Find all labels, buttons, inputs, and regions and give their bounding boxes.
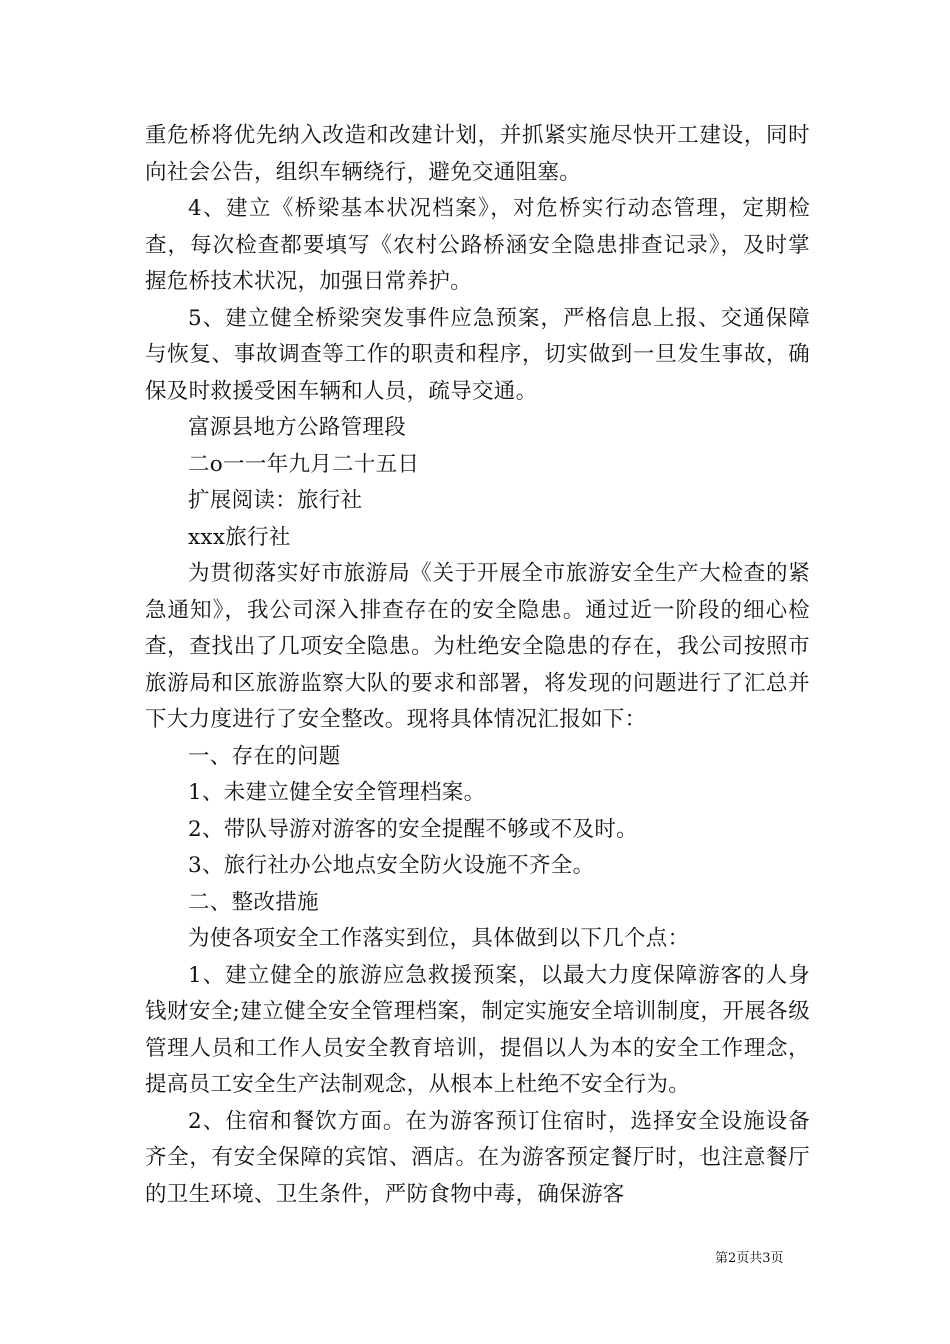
section-heading: 一、存在的问题 — [188, 743, 341, 769]
section-title: xxx旅行社 — [188, 524, 291, 550]
section-heading: 二、整改措施 — [188, 889, 319, 915]
organization-signature: 富源县地方公路管理段 — [188, 415, 407, 440]
list-item: 1、建立健全的旅游应急救援预案，以最大力度保障游客的人身钱财安全;建立健全安全管理档案，制定实施安全培训制度，开展各级管理人员和工作人员安全教育培训，提倡以人为本的安全工作理念，提高员工安全生产法制观念，从根本上杜绝不安全行为。 — [145, 962, 810, 1097]
list-item: 3、旅行社办公地点安全防火设施不齐全。 — [188, 853, 595, 878]
paragraph: 重危桥将优先纳入改造和改建计划，并抓紧实施尽快开工建设，同时向社会公告，组织车辆绕行，避免交通阻塞。 — [145, 123, 810, 185]
signature-date: 二o一一年九月二十五日 — [188, 451, 420, 477]
document-body — [145, 118, 810, 1213]
paragraph: 4、建立《桥梁基本状况档案》，对危桥实行动态管理，定期检查，每次检查都要填写《农村公路桥涵安全隐患排查记录》，及时掌握危桥技术状况，加强日常养护。 — [145, 196, 810, 294]
page-number-footer: 第2页共3页 — [715, 1251, 784, 1266]
list-item: 1、未建立健全安全管理档案。 — [188, 780, 486, 805]
extended-reading-heading: 扩展阅读：旅行社 — [188, 488, 363, 513]
list-item: 2、带队导游对游客的安全提醒不够或不及时。 — [188, 816, 638, 842]
paragraph: 5、建立健全桥梁突发事件应急预案，严格信息上报、交通保障与恢复、事故调查等工作的职责和程序，切实做到一旦发生事故，确保及时救援受困车辆和人员，疏导交通。 — [145, 305, 810, 404]
paragraph: 为使各项安全工作落实到位，具体做到以下几个点： — [188, 926, 690, 951]
paragraph: 为贯彻落实好市旅游局《关于开展全市旅游安全生产大检查的紧急通知》，我公司深入排查存在的安全隐患。通过近一阶段的细心检查，查找出了几项安全隐患。为杜绝安全隐患的存在，我公司按照市旅游局和区旅游监察大队的要求和部署，将发现的问题进行了汇总并下大力度进行了安全整改。现将具体情况汇报如下： — [145, 561, 810, 732]
list-item: 2、住宿和餐饮方面。在为游客预订住宿时，选择安全设施设备齐全，有安全保障的宾馆、酒店。在为游客预定餐厅时，也注意餐厅的卫生环境、卫生条件，严防食物中毒，确保游客 — [145, 1108, 810, 1207]
